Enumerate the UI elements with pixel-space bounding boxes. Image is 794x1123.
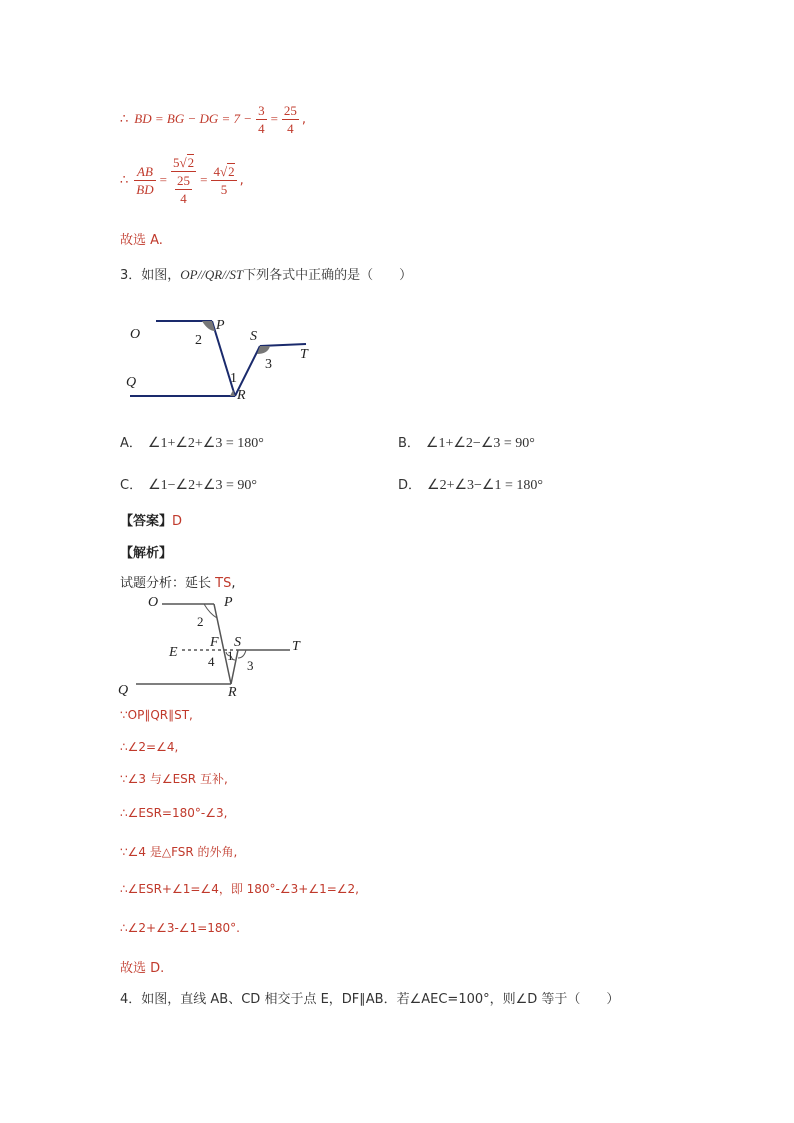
fraction-three-quarters: $\frac{3}{4}$ [258,102,265,136]
figure-parallel-lines [120,312,320,407]
label-s: S [234,635,241,650]
analysis-step-2: ∴∠2=∠4, [120,740,179,754]
final-answer: 故选 D. [120,961,165,976]
expr-bd: BD = BG − DG = 7 − [134,111,253,126]
therefore-symbol: ∴ [120,172,129,188]
angle-label-1: 1 [230,371,237,386]
label-e: E [169,645,178,660]
question-3: 3．如图，OP//QR//ST下列各式中正确的是（ ） [120,267,413,283]
option-d[interactable]: D． ∠2+∠3−∠1 = 180° [398,478,543,493]
answer-tag: 【答案】 [120,514,173,529]
angle-label-3: 3 [247,658,254,673]
label-o: O [130,327,141,342]
label-t: T [292,639,300,654]
option-c[interactable]: C． ∠1−∠2+∠3 = 90° [120,478,258,493]
result-fraction: $\frac{4√2}{5}$ [213,163,235,197]
analysis-tag: 【解析】 [120,546,173,561]
label-p: P [224,595,233,610]
fraction-ab-bd: $\frac{AB}{BD}$ [136,163,154,197]
answer-a: 故选 A. [120,233,163,248]
analysis-step-6: ∴∠ESR+∠1=∠4，即 180°-∠3+∠1=∠2, [120,882,359,896]
analysis-step-5: ∵∠4 是△FSR 的外角, [120,845,238,859]
answer-value: D [172,514,183,529]
analysis-step-3: ∵∠3 与∠ESR 互补, [120,772,228,786]
angle-label-2: 2 [195,333,202,348]
therefore-symbol: ∴ [120,111,129,127]
label-r: R [228,685,237,700]
label-t: T [300,347,308,362]
analysis-step-7: ∴∠2+∠3-∠1=180°. [120,921,240,935]
parallel-condition: OP//QR//ST [180,267,244,282]
analysis-step-1: ∵OP∥QR∥ST, [120,708,193,722]
angle-label-2: 2 [197,614,204,629]
compound-fraction: $\frac{5√2}{\frac{25}{4}}$ [172,154,195,206]
answer-line [120,510,182,529]
option-a[interactable]: A． ∠1+∠2+∠3 = 180° [120,436,264,451]
label-s: S [250,329,257,344]
label-q: Q [118,683,129,698]
figure-extended-line [114,590,314,700]
label-q: Q [126,375,137,390]
question-4: 4．如图，直线 AB、CD 相交于点 E，DF∥AB．若∠AEC=100°，则∠D 等于（ ） [120,992,620,1007]
angle-label-1: 1 [227,648,234,663]
label-r: R [237,388,246,403]
analysis-intro: 试题分析：延长 TS, [120,576,236,591]
label-o: O [148,595,159,610]
angle-label-4: 4 [208,654,215,669]
equation-ab-bd: ∴ $\frac{AB}{BD}$ = $\frac{5√2}{\frac{25}{4}}$ = $\frac{4√2}{5}$ , [120,154,244,206]
angle-label-3: 3 [265,357,272,372]
option-b[interactable]: B． ∠1+∠2−∠3 = 90° [398,436,535,451]
equation-bd: ∴ BD = BG − DG = 7 − $\frac{3}{4}$ = $\frac{25}{4}$ , [120,102,307,136]
label-f: F [210,635,219,650]
label-p: P [216,318,225,333]
analysis-step-4: ∴∠ESR=180°-∠3, [120,806,228,820]
fraction-25-quarters: $\frac{25}{4}$ [283,102,297,136]
